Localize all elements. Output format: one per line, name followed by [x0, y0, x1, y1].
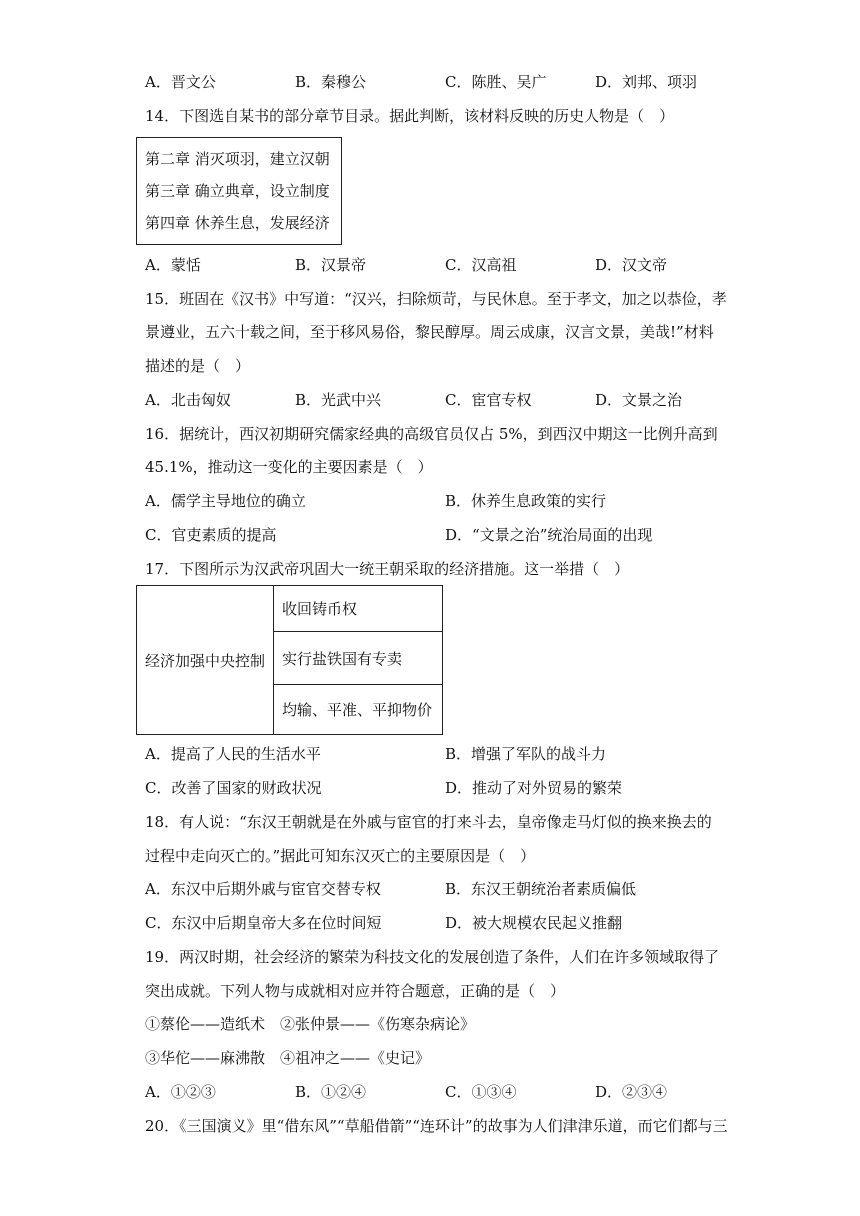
q14-stem: 14．下图选自某书的部分章节目录。据此判断，该材料反映的历史人物是（ ）	[145, 107, 675, 125]
q15-option-a: A．北击匈奴	[145, 391, 231, 409]
q14-chapter-box	[136, 137, 342, 245]
q18-option-b: B．东汉王朝统治者素质偏低	[445, 880, 637, 898]
q19-option-a: A．①②③	[145, 1083, 216, 1101]
q17-table-measure: 实行盐铁国有专卖	[274, 632, 443, 685]
q13-option-c: C．陈胜、吴广	[445, 73, 547, 91]
q19-item-line: ③华佗——麻沸散 ④祖冲之——《史记》	[145, 1049, 431, 1067]
q17-table-measure: 收回铸币权	[274, 586, 443, 632]
q16-option-a: A．儒学主导地位的确立	[145, 492, 306, 510]
q13-option-a: A．晋文公	[145, 73, 216, 91]
q17-stem: 17．下图所示为汉武帝巩固大一统王朝采取的经济措施。这一举措（ ）	[145, 560, 630, 578]
q17-table-category: 经济加强中央控制	[137, 586, 274, 735]
q15-option-b: B．光武中兴	[295, 391, 382, 409]
q17-table-measure: 均输、平准、平抑物价	[274, 685, 443, 735]
q14-option-c: C．汉高祖	[445, 256, 517, 274]
q18-stem-line: 18．有人说：“东汉王朝就是在外戚与宦官的打来斗去，皇帝像走马灯似的换来换去的	[145, 813, 712, 831]
q17-option-b: B．增强了军队的战斗力	[445, 745, 607, 763]
q13-option-b: B．秦穆公	[295, 73, 367, 91]
q14-chapter-line: 第二章 消灭项羽，建立汉朝	[145, 150, 330, 168]
q14-option-b: B．汉景帝	[295, 256, 367, 274]
q18-option-d: D．被大规模农民起义推翻	[445, 914, 623, 932]
q15-stem-line: 景遵业，五六十载之间，至于移风易俗，黎民醇厚。周云成康，汉言文景，美哉!”材料	[145, 323, 714, 341]
q19-option-d: D．②③④	[595, 1083, 668, 1101]
q15-stem-line: 15．班固在《汉书》中写道：“汉兴，扫除烦苛，与民休息。至于孝文，加之以恭俭，孝	[145, 290, 727, 308]
q17-option-a: A．提高了人民的生活水平	[145, 745, 321, 763]
q18-option-a: A．东汉中后期外戚与宦官交替专权	[145, 880, 381, 898]
q15-stem-line: 描述的是（ ）	[145, 357, 251, 375]
q18-option-c: C．东汉中后期皇帝大多在位时间短	[145, 914, 382, 932]
q18-stem-line: 过程中走向灭亡的。”据此可知东汉灭亡的主要原因是（ ）	[145, 847, 536, 865]
q16-stem-line: 16．据统计，西汉初期研究儒家经典的高级官员仅占 5%，到西汉中期这一比例升高到	[145, 425, 718, 443]
q16-option-b: B．休养生息政策的实行	[445, 492, 607, 510]
q14-option-a: A．蒙恬	[145, 256, 201, 274]
q19-item-line: ①蔡伦——造纸术 ②张仲景——《伤寒杂病论》	[145, 1015, 476, 1033]
q14-chapter-line: 第四章 休养生息，发展经济	[145, 214, 330, 232]
q19-stem-line: 19．两汉时期，社会经济的繁荣为科技文化的发展创造了条件，人们在许多领域取得了	[145, 948, 720, 966]
q16-option-d: D．“文景之治”统治局面的出现	[445, 526, 653, 544]
q17-measures-table	[136, 585, 443, 735]
q17-option-d: D．推动了对外贸易的繁荣	[445, 779, 623, 797]
q16-option-c: C．官吏素质的提高	[145, 526, 277, 544]
q19-option-c: C．①③④	[445, 1083, 517, 1101]
q19-option-b: B．①②④	[295, 1083, 367, 1101]
q13-option-d: D．刘邦、项羽	[595, 73, 698, 91]
q14-option-d: D．汉文帝	[595, 256, 668, 274]
q17-option-c: C．改善了国家的财政状况	[145, 779, 322, 797]
q19-stem-line: 突出成就。下列人物与成就相对应并符合题意，正确的是（ ）	[145, 982, 566, 1000]
q20-stem-line: 20．《三国演义》里“借东风”“草船借箭”“连环计”的故事为人们津津乐道，而它们都与三	[145, 1117, 728, 1135]
q14-chapter-line: 第三章 确立典章，设立制度	[145, 182, 330, 200]
q16-stem-line: 45.1%，推动这一变化的主要因素是（ ）	[145, 458, 433, 476]
q15-option-d: D．文景之治	[595, 391, 683, 409]
q15-option-c: C．宦官专权	[445, 391, 532, 409]
